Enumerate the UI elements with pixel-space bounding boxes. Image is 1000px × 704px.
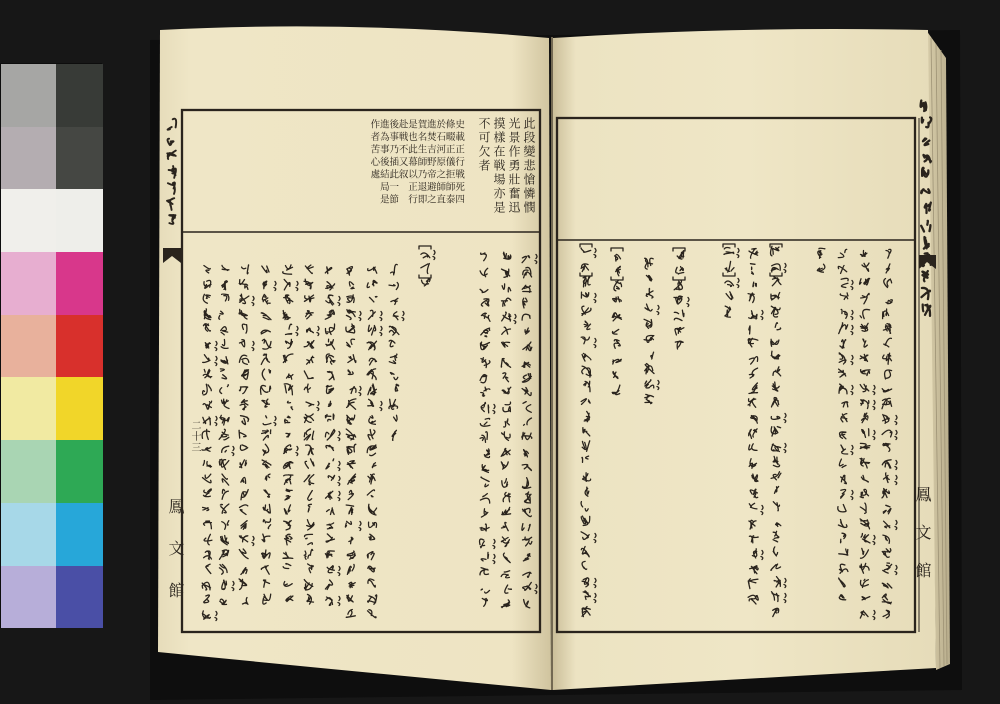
color-patch <box>56 189 103 252</box>
color-patch <box>56 566 103 629</box>
color-patch <box>56 252 103 315</box>
headnote-column: 摸樣在戦場亦是 <box>492 117 506 215</box>
headnote-block <box>369 119 463 225</box>
publisher-mark: 鳳文館 <box>913 486 932 600</box>
headnote-column: 作者苦心處 <box>368 119 380 182</box>
color-patch <box>56 440 103 503</box>
headnote-column: 賀名生師乃退即 <box>415 119 427 207</box>
headnote-column: 赴戦不又叙 <box>396 119 408 182</box>
right-page <box>553 29 936 690</box>
headnote-column: 是也此幕以正行 <box>406 119 418 207</box>
headnote-column: 進焚吉野帝避之 <box>424 119 436 207</box>
color-patch <box>56 503 103 566</box>
page-number: 二十三 <box>189 420 200 453</box>
color-patch <box>1 440 56 503</box>
color-patch <box>56 64 103 127</box>
headnote-column: 史載正行戦死四 <box>453 119 465 207</box>
color-patch <box>1 377 56 440</box>
color-calibration-chart <box>0 63 102 628</box>
color-patch <box>1 315 56 378</box>
color-patch <box>1 503 56 566</box>
headnote-column: 進為事後結局是 <box>377 119 389 207</box>
color-patch <box>56 377 103 440</box>
color-patch <box>56 315 103 378</box>
headnote-column: 不可欠者 <box>477 117 491 173</box>
color-patch <box>1 64 56 127</box>
publisher-mark: 鳳文館 <box>166 498 185 624</box>
headnote-block <box>476 117 536 223</box>
color-patch <box>56 127 103 190</box>
headnote-column: 後事乃插此一節 <box>387 119 399 207</box>
color-patch <box>1 189 56 252</box>
headnote-column: 光景作勇壯奮迅 <box>507 117 521 215</box>
color-patch <box>1 566 56 629</box>
color-patch <box>1 127 56 190</box>
color-patch <box>1 252 56 315</box>
headnote-column: 條畷正儀拒師泰 <box>443 119 455 207</box>
headnote-column: 此段變悲愴憐憫 <box>522 117 536 215</box>
headnote-column: 於石河原之師直 <box>434 119 446 207</box>
